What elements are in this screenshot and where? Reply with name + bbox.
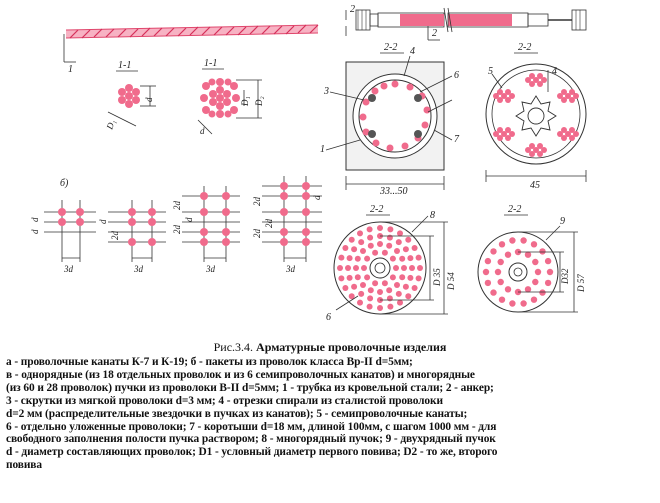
legend-line: 3 - скрутки из мягкой проволоки d=3 мм; 4 - отрезки спирали из сталистой проволоки (6, 394, 443, 407)
section-mark-1-label: 1 (68, 64, 73, 75)
dim-D54: D 54 (446, 272, 456, 290)
pkg4-2d-b: 2d (264, 219, 274, 228)
wire-dot (505, 286, 511, 292)
D1-dim-b: D₁ (240, 96, 250, 106)
wire-dot (382, 250, 388, 256)
caption-title-line (0, 340, 660, 354)
wire-dot (485, 280, 491, 286)
wire-dot (358, 291, 364, 297)
wire-dot (535, 269, 541, 275)
wire-dot (409, 265, 415, 271)
wire-dot (531, 241, 537, 247)
section-2-2-multirow-bundle (326, 204, 456, 323)
wire-dot (412, 285, 418, 291)
wire-dot (397, 230, 403, 236)
wire-dot (360, 282, 366, 288)
wire-dot (367, 235, 373, 241)
wire-dot (355, 256, 361, 262)
wire-dot (405, 237, 411, 243)
caption-prefix: Рис.3.4. (213, 340, 254, 354)
dim-D32: D32 (560, 268, 570, 284)
callout-7: 7 (454, 134, 459, 145)
wire-dot (347, 275, 353, 281)
wire-dot (509, 237, 515, 243)
wire-dot (367, 295, 373, 301)
section-1-1-k19 (198, 58, 264, 136)
wire-dot (407, 275, 413, 281)
callout-4-b: 4 (552, 66, 557, 77)
wire-dot (394, 282, 400, 288)
wire-dot (397, 300, 403, 306)
wire-dot (394, 248, 400, 254)
pkg4-2d-c: 2d (252, 229, 262, 238)
wire-dot (357, 230, 363, 236)
wire-dot (396, 239, 402, 245)
wire-dot (520, 300, 526, 306)
callout-4: 4 (410, 46, 415, 57)
legend-line: а - проволочные канаты К-7 и К-19; б - пакеты из проволок класса Вр-II d=5мм; (6, 356, 413, 368)
section-2-2-label-d: 2-2 (508, 204, 522, 215)
callout-6-a: 6 (454, 70, 459, 81)
label-b: б) (60, 178, 69, 189)
wire-dot (387, 295, 393, 301)
wire-dot (499, 241, 505, 247)
wire-dot (396, 291, 402, 297)
legend-line: в - однорядные (из 18 отдельных проволок и из 6 семипроволочных канатов) и многорядные (6, 368, 475, 381)
callout-3: 3 (324, 86, 329, 97)
wire-dot (372, 280, 378, 286)
section-2-2-tworow-bundle (478, 204, 586, 312)
legend-line: свободного заполнения полости пучка раствором; 8 - многорядный пучок; 9 - двухрядный пучок (6, 433, 496, 446)
callout-9: 9 (560, 216, 565, 227)
section-2-2-rope-bundle (486, 42, 586, 191)
callout-6-b: 6 (326, 312, 331, 323)
wire-dot (539, 289, 545, 295)
pkg2-2d: 2d (110, 231, 120, 240)
wire-dot (532, 259, 538, 265)
wire-dot (412, 245, 418, 251)
wire-dot (386, 243, 392, 249)
wire-packages (30, 176, 322, 274)
callout-5: 5 (488, 66, 493, 77)
wire-dot (393, 265, 399, 271)
wire-dot (490, 289, 496, 295)
wire-dot (403, 284, 409, 290)
wire-dot (509, 300, 515, 306)
wire-dot (342, 285, 348, 291)
wire-dot (539, 248, 545, 254)
wire-dot (399, 256, 405, 262)
wire-dot (405, 293, 411, 299)
section-2-2-label-a: 2-2 (384, 42, 398, 53)
wire-dot (364, 274, 370, 280)
wire-dot (377, 225, 383, 231)
figure-caption (0, 340, 660, 503)
callout-1: 1 (320, 144, 325, 155)
pkg2-3d: 3d (134, 264, 143, 274)
wire-dot (345, 265, 351, 271)
wire-dot (338, 275, 344, 281)
wire-dot (377, 305, 383, 311)
wire-dot (401, 265, 407, 271)
wire-dot (387, 235, 393, 241)
wire-dot (390, 274, 396, 280)
pkg4-3d: 3d (286, 264, 295, 274)
wire-dot (547, 269, 553, 275)
wire-dot (353, 265, 359, 271)
wire-dot (403, 246, 409, 252)
callout-2-bottom: 2 (432, 28, 437, 39)
pkg4-d: d (312, 195, 322, 200)
dim-45: 45 (530, 180, 540, 191)
wire-dot (416, 255, 422, 261)
dim-D35: D 35 (432, 268, 442, 286)
wire-dot (368, 287, 374, 293)
wire-dot (399, 274, 405, 280)
wire-dot (338, 255, 344, 261)
section-2-2-square (320, 42, 460, 197)
d-dim-a: d (144, 97, 154, 102)
wire-dot (377, 241, 383, 247)
wire-dot (416, 275, 422, 281)
wire-dot (417, 265, 423, 271)
callout-8: 8 (430, 210, 435, 221)
section-1-1-k7 (104, 60, 156, 132)
wire-dot (347, 255, 353, 261)
package-3 (172, 186, 240, 274)
wire-dot (355, 274, 361, 280)
wire-dot (358, 239, 364, 245)
wire-dot (351, 246, 357, 252)
wire-dot (498, 259, 504, 265)
legend-line: 6 - отдельно уложенные проволоки; 7 - коротыши d=18 мм, длиной 100мм, с шагом 1000 мм - для (6, 420, 497, 433)
caption-title: Арматурные проволочные изделия (256, 340, 447, 354)
pkg1-d-a: d (30, 217, 40, 222)
pkg4-2d-a: 2d (252, 197, 262, 206)
wire-dot (525, 252, 531, 258)
wire-dot (367, 304, 373, 310)
wire-dot (407, 255, 413, 261)
wire-dot (505, 252, 511, 258)
D2-dim-b: D₂ (254, 96, 264, 106)
legend-line: (из 60 и 28 проволок) пучки из проволоки В-II d=5мм; 1 - трубка из кровельной стали; 2 - анкер; (6, 381, 494, 394)
caption-legend (6, 356, 658, 472)
D1-dim-a: D₁ (104, 118, 118, 131)
wire-dot (490, 248, 496, 254)
wire-dot (351, 284, 357, 290)
wire-dot (387, 226, 393, 232)
wire-dot (495, 269, 501, 275)
wire-dot (545, 258, 551, 264)
section-1-1-label-b: 1-1 (204, 58, 218, 69)
d-dim-b: d (200, 126, 205, 136)
wire-dot (386, 287, 392, 293)
legend-line: повива (6, 459, 42, 472)
section-2-2-label-c: 2-2 (370, 204, 384, 215)
wire-dot (387, 304, 393, 310)
wire-dot (337, 265, 343, 271)
wire-dot (349, 237, 355, 243)
wire-dot (360, 248, 366, 254)
section-2-2-label-b: 2-2 (518, 42, 532, 53)
wire-dot (372, 250, 378, 256)
wire-dot (361, 265, 367, 271)
wire-dot (367, 226, 373, 232)
wire-dot (525, 286, 531, 292)
wire-dot (377, 289, 383, 295)
dim-D57: D 57 (576, 274, 586, 292)
wire-dot (382, 280, 388, 286)
wire-dot (520, 237, 526, 243)
wire-dot (390, 256, 396, 262)
pkg1-d-b: d (30, 229, 40, 234)
pkg3-d: d (184, 217, 194, 222)
wire-dot (485, 258, 491, 264)
wire-dot (368, 243, 374, 249)
legend-line: d - диаметр составляющих проволок; D1 - условный диаметр первого повива; D2 - то же, второго (6, 446, 498, 459)
legend-line: d=2 мм (распределительные звездочки в пучках из канатов); 5 - семипроволочные канаты; (6, 407, 468, 420)
package-4 (252, 176, 322, 274)
callout-2-top: 2 (350, 4, 355, 15)
package-2 (98, 200, 166, 274)
wire-dot (342, 245, 348, 251)
package-1 (30, 200, 96, 274)
pkg2-d: d (98, 219, 108, 224)
pkg3-2d-a: 2d (172, 201, 182, 210)
wire-dot (498, 279, 504, 285)
wire-dot (364, 256, 370, 262)
bundle-side-view (346, 4, 586, 40)
twisted-rope-drawing (64, 25, 318, 75)
dim-33-50: 33...50 (380, 186, 408, 197)
wire-dot (499, 297, 505, 303)
wire-dot (357, 300, 363, 306)
pkg3-3d: 3d (206, 264, 215, 274)
pkg3-2d-b: 2d (172, 225, 182, 234)
wire-dot (545, 280, 551, 286)
section-1-1-label-a: 1-1 (118, 60, 132, 71)
wire-dot (531, 297, 537, 303)
pkg1-3d: 3d (64, 264, 73, 274)
wire-dot (483, 269, 489, 275)
wire-dot (532, 279, 538, 285)
